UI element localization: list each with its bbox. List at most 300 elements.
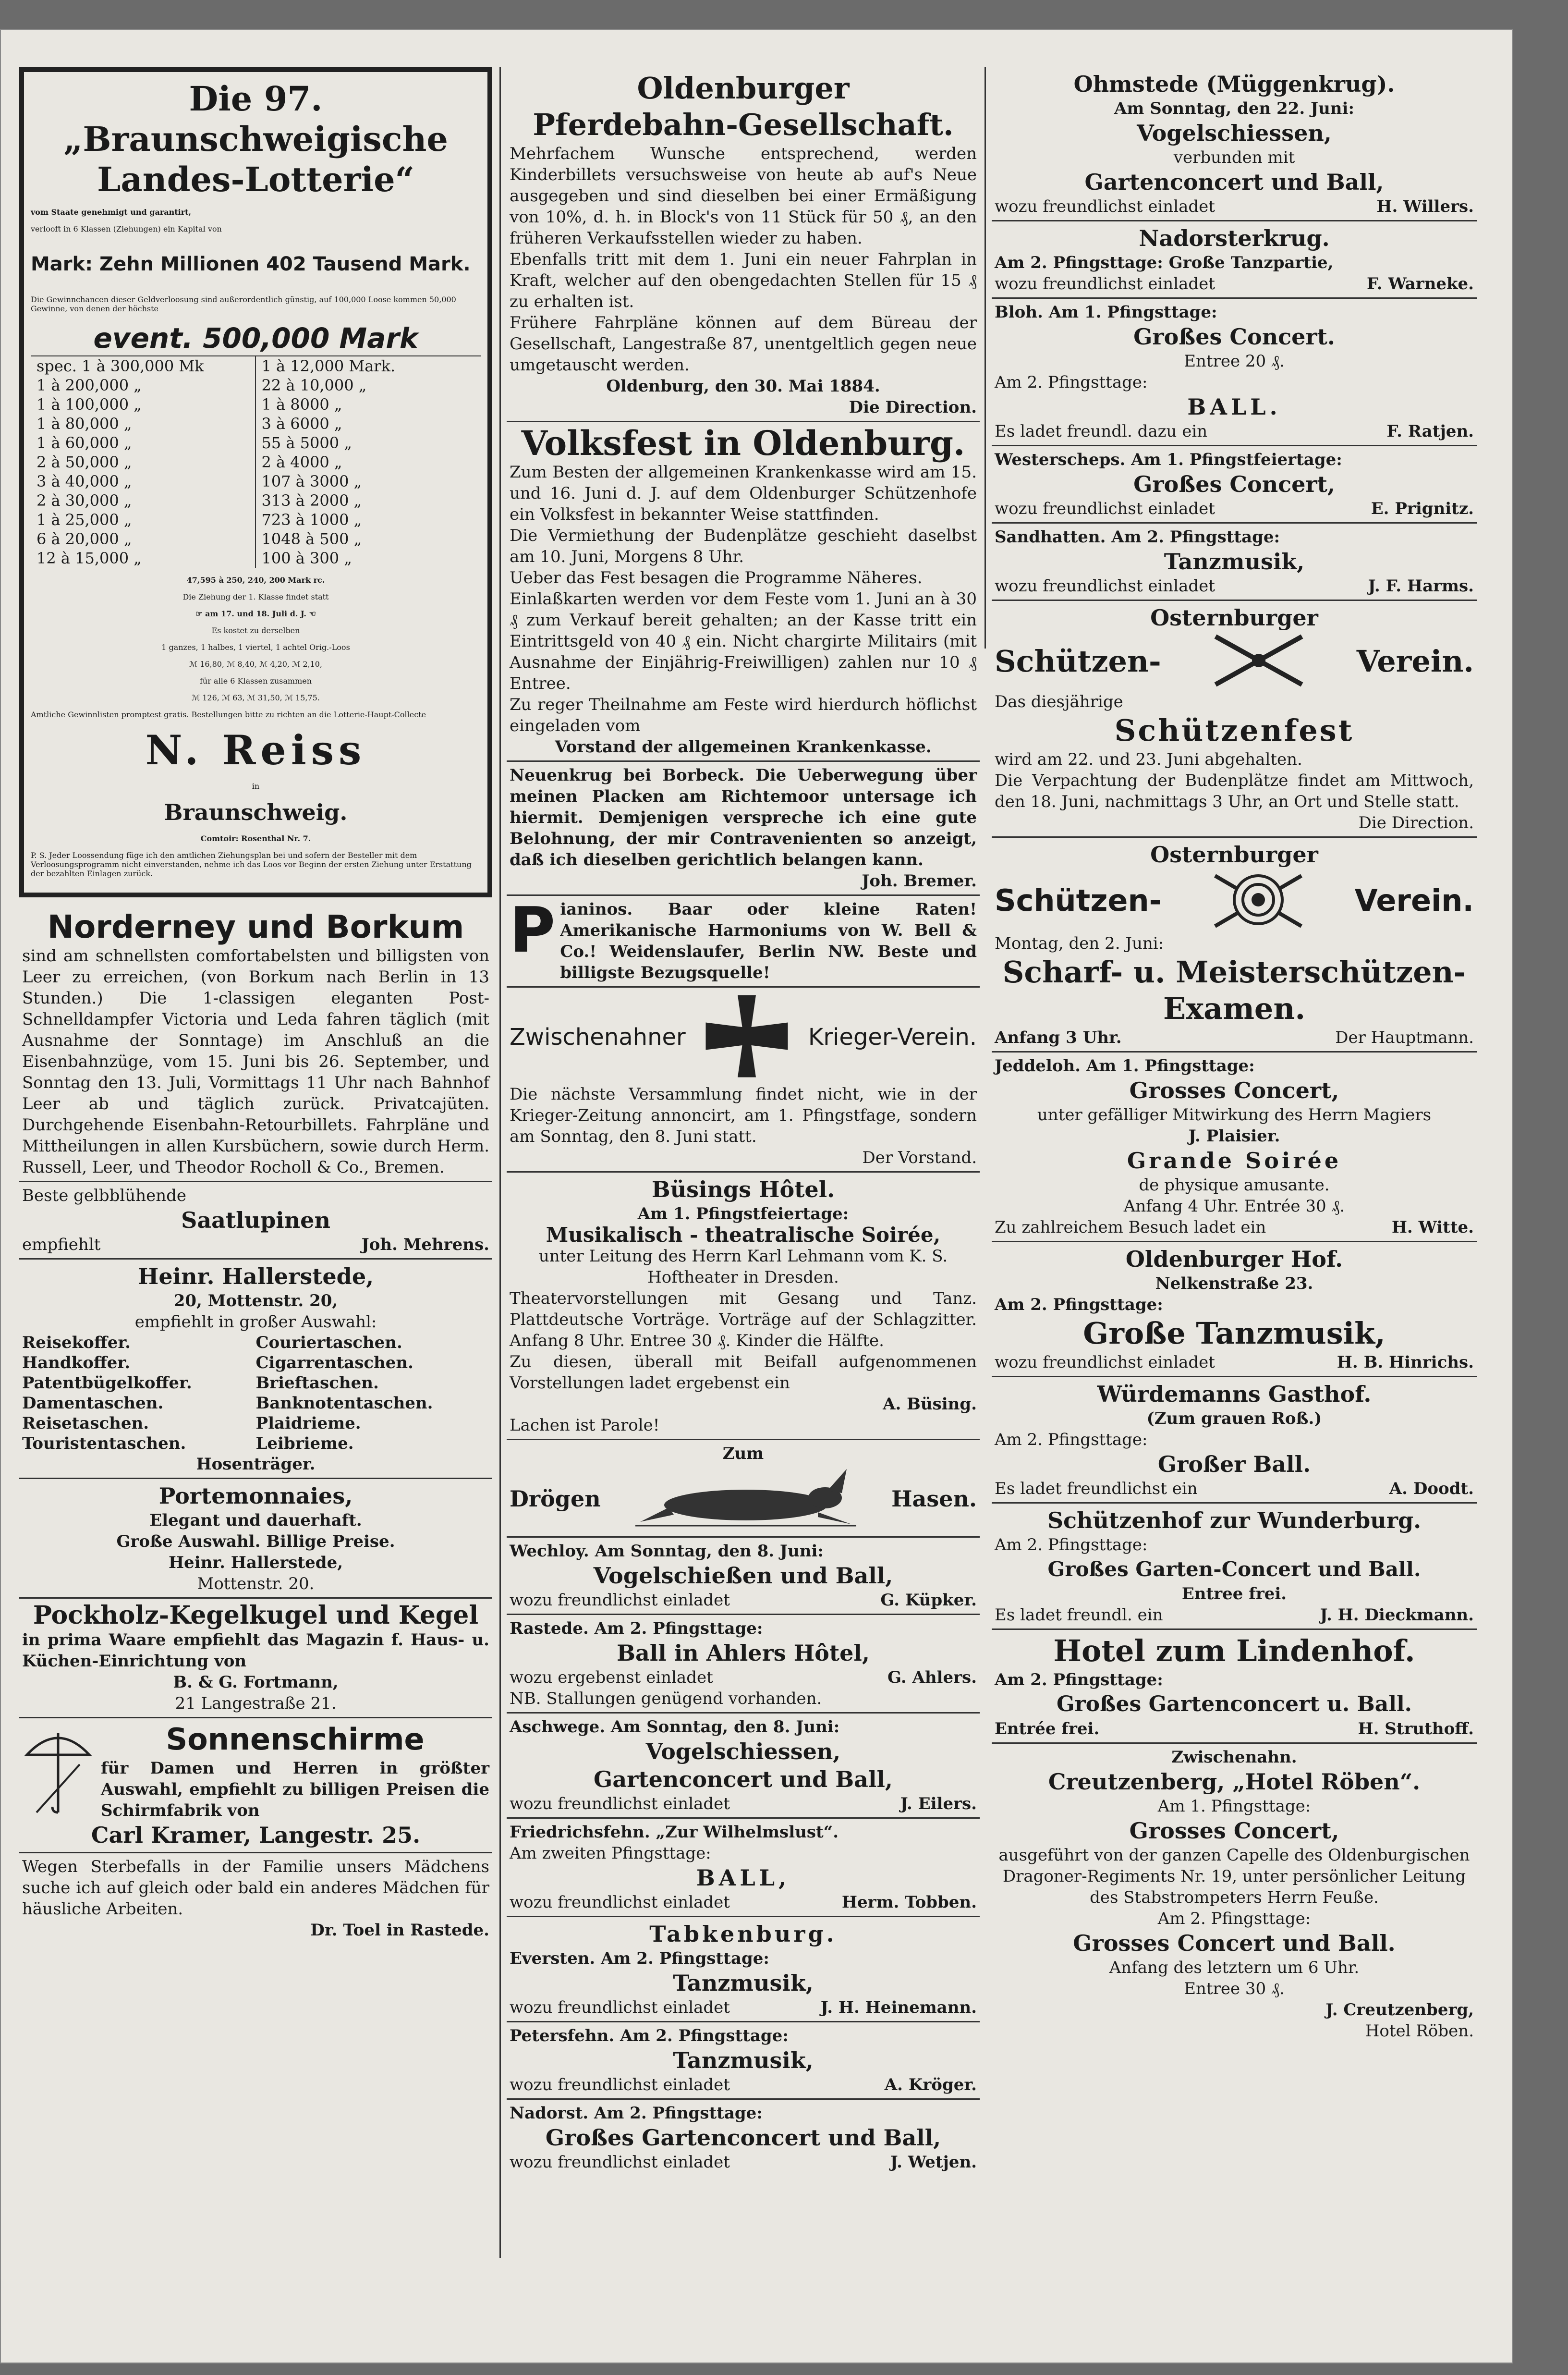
ad-text: Die nächste Versammlung findet nicht, wie in der Krieger-Zeitung annoncirt, am 1. Pfingstfage, sondern am Sonntag, den 8. Juni statt.	[510, 1085, 977, 1146]
prize-column-left	[31, 356, 256, 568]
list-item: Couriertaschen.	[255, 1333, 402, 1352]
ad-signature: J. Wetjen.	[890, 2153, 977, 2172]
ad-signature: Joh. Bremer.	[862, 871, 977, 891]
prize-row: 1 à 60,000 „	[36, 434, 132, 452]
ad-text: Comtoir: Rosenthal Nr. 7.	[200, 834, 311, 843]
ad-text: Eversten. Am 2. Pfingsttage:	[510, 1949, 769, 1968]
ad-title: BALL,	[696, 1865, 790, 1891]
ad-title: Zwischenahner	[510, 1024, 686, 1051]
ad-title: Heinr. Hallerstede,	[137, 1263, 374, 1289]
ad-signature: J. Eilers.	[900, 1794, 977, 1813]
ad-signature: F. Warneke.	[1367, 274, 1474, 294]
ad-signature: H. Struthoff.	[1358, 1719, 1474, 1738]
ad-title: Scharf- u. Meisterschützen-Examen.	[1002, 955, 1466, 1026]
ad-text: wozu freundlichst einladet	[510, 1794, 730, 1813]
ad-text: wozu freundlichst einladet	[995, 1353, 1215, 1372]
prize-row: 1 à 200,000 „	[36, 376, 142, 394]
ad-signature: Hotel Röben.	[1365, 2021, 1474, 2041]
ad-title: Hotel zum Lindenhof.	[1053, 1633, 1415, 1668]
norderney-ad	[19, 906, 492, 1182]
ad-signature-row	[995, 1604, 1474, 1626]
ad-text: wozu freundlichst einladet	[510, 1998, 730, 2017]
lupinen-ad	[19, 1182, 492, 1260]
ad-signature-row	[995, 1718, 1474, 1739]
wechloy-ad	[507, 1538, 980, 1615]
ad-text: Zum	[722, 1444, 764, 1463]
portemonnaies-ad	[19, 1479, 492, 1599]
ad-signature: J. H. Heinemann.	[820, 1998, 977, 2017]
lindenhof-ad	[992, 1630, 1477, 1744]
aschwege-ad	[507, 1714, 980, 1819]
ad-signature-row	[510, 2152, 977, 2173]
ad-text: für alle 6 Klassen zusammen	[199, 676, 312, 686]
ad-text: 1 ganzes, 1 halbes, 1 viertel, 1 achtel Orig.-Loos	[161, 643, 350, 652]
ad-title: Tanzmusik,	[673, 1970, 814, 1996]
ad-signature-row	[510, 1667, 977, 1688]
ad-text: Zu diesen, überall mit Beifall aufgenommenen Vorstellungen ladet ergebenst ein	[510, 1352, 977, 1393]
ad-title: Saatlupinen	[181, 1207, 330, 1233]
nadorsterkrug-ad	[992, 221, 1477, 299]
ad-signature-row	[995, 1027, 1474, 1048]
ad-signature-row	[995, 1217, 1474, 1238]
ohmstede-ad	[992, 67, 1477, 221]
ad-text: unter Leitung des Herrn Karl Lehmann vom K. S. Hoftheater in Dresden.	[538, 1247, 948, 1287]
ad-text: P. S. Jeder Loossendung füge ich den amtlichen Ziehungsplan bei und sofern der Besteller mit dem Verloosungsprogramm nicht einverstanden, nehme ich das Loos vor Beginn der ersten Ziehung unter Erstattung der bezahlten Einlagen zurück.	[31, 851, 472, 878]
hotel-roeben-ad	[992, 1744, 1477, 2044]
iron-cross-icon	[701, 991, 792, 1084]
pianinos-ad	[507, 896, 980, 988]
ad-text: Entrée frei.	[995, 1719, 1100, 1738]
ad-text: NB. Stallungen genügend vorhanden.	[510, 1689, 822, 1708]
ad-title: Pockholz-Kegelkugel und Kegel	[33, 1601, 479, 1630]
ad-signature-row	[510, 1590, 977, 1611]
ad-text: J. Plaisier.	[1188, 1126, 1280, 1146]
ad-title: Großes Concert,	[1133, 471, 1335, 497]
prize-row: 723 à 1000 „	[261, 511, 362, 529]
volksfest-ad	[507, 422, 980, 762]
ad-title: Hasen.	[891, 1486, 977, 1512]
ad-text: Entree frei.	[1181, 1584, 1287, 1604]
ad-title: Große Tanzmusik,	[1083, 1316, 1386, 1351]
list-item: Hosenträger.	[196, 1455, 316, 1474]
ad-text: Wegen Sterbefalls in der Familie unsers Mädchens suche ich auf gleich oder bald ein anderes Mädchen für häusliche Arbeiten.	[22, 1857, 489, 1919]
draw-date-line	[31, 609, 481, 618]
ad-text: wozu freundlichst einladet	[995, 499, 1215, 518]
ad-text: verbunden mit	[1173, 148, 1295, 167]
ad-text: Am zweiten Pfingsttage:	[510, 1844, 711, 1863]
prize-column-right	[256, 356, 481, 568]
ad-title: Tanzmusik,	[1164, 549, 1305, 575]
ad-title: Sonnenschirme	[166, 1722, 425, 1757]
sonnenschirme-ad	[19, 1718, 492, 1853]
ad-signature: Die Direction.	[849, 398, 977, 417]
prize-row: 1 à 8000 „	[261, 395, 342, 414]
ad-text: ausgeführt von der ganzen Capelle des Oldenburgischen Dragoner-Regiments Nr. 19, unter persönlicher Leitung des Stabstrompeters Herrn Feuße.	[998, 1846, 1470, 1907]
ad-text: Nelkenstraße 23.	[1155, 1274, 1313, 1293]
ad-text: Die Vermiethung der Budenplätze geschieht daselbst am 10. Juni, Morgens 8 Uhr.	[510, 526, 977, 566]
ad-text: Es ladet freundl. ein	[995, 1605, 1163, 1625]
ad-text: Anfang 3 Uhr.	[995, 1028, 1122, 1047]
list-item: Handkoffer.	[22, 1353, 131, 1372]
ad-text: Die Gewinnchancen dieser Geldverloosung sind außerordentlich günstig, auf 100,000 Loose kommen 50,000 Gewinne, von denen der höchste	[31, 295, 456, 313]
krieger-verein-ad	[507, 988, 980, 1173]
ad-text: Am 1. Pfingstfeiertage:	[637, 1204, 849, 1224]
ad-text: Es ladet freundl. dazu ein	[995, 422, 1208, 441]
ad-signature-row	[22, 1234, 489, 1255]
prize-row: 2 à 50,000 „	[36, 453, 132, 471]
ad-title: Büsings Hôtel.	[651, 1176, 835, 1202]
prize-row: 6 à 20,000 „	[36, 530, 132, 548]
ad-text: Wechloy. Am Sonntag, den 8. Juni:	[510, 1542, 824, 1561]
ad-title: Oldenburger	[637, 71, 850, 106]
ad-signature: J. F. Harms.	[1368, 576, 1474, 596]
ad-title: Schützenfest	[1114, 713, 1354, 748]
ad-signature: Der Vorstand.	[862, 1148, 977, 1167]
ad-text: Zwischenahn.	[1171, 1748, 1297, 1767]
ad-title: Tanzmusik,	[673, 2047, 814, 2073]
ad-text: Elegant und dauerhaft.	[149, 1511, 362, 1530]
ad-title: Pferdebahn-Gesellschaft.	[533, 107, 954, 142]
ad-title: Krieger-Verein.	[808, 1024, 977, 1051]
list-item: Banknotentaschen.	[255, 1394, 433, 1413]
ad-signature: Joh. Mehrens.	[361, 1235, 489, 1254]
ad-text: Mehrfachem Wunsche entsprechend, werden Kinderbillets versuchsweise von heute ab auf's Neue ausgegeben und sind dieselben bei einer Ermäßigung von 10%, d. h. in Block's von 11 Stück für 50 ₰, an den früheren Verkaufsstellen wieder zu haben.	[510, 144, 977, 248]
umbrella-icon	[22, 1721, 94, 1821]
ad-heading	[995, 632, 1474, 691]
ad-title: Großes Gartenconcert u. Ball.	[1056, 1692, 1412, 1716]
ad-text: Anfang 4 Uhr. Entrée 30 ₰.	[1123, 1197, 1345, 1216]
list-item: Plaidrieme.	[255, 1414, 361, 1433]
drop-initial: P	[510, 894, 556, 967]
ad-signature: Herm. Tobben.	[841, 1893, 977, 1912]
ad-title: Osternburger	[1150, 842, 1318, 868]
ad-title: Vogelschiessen,	[1137, 120, 1332, 146]
ad-title: Gartenconcert und Ball,	[594, 1766, 893, 1792]
prize-row: 3 à 6000 „	[261, 415, 342, 433]
ad-text: Entree 20 ₰.	[1184, 352, 1285, 371]
ad-signature: H. B. Hinrichs.	[1337, 1353, 1474, 1372]
prize-row: 2 à 4000 „	[261, 453, 342, 471]
ad-text: Am 2. Pfingsttage:	[995, 1295, 1163, 1314]
ad-text: Bloh. Am 1. Pfingsttage:	[995, 303, 1217, 322]
prize-row: 1 à 80,000 „	[36, 415, 132, 433]
ad-text: wozu freundlichst einladet	[995, 197, 1215, 216]
ad-title: Nadorsterkrug.	[1139, 225, 1330, 251]
ad-text: wozu freundlichst einladet	[510, 1591, 730, 1610]
tabkenburg-ad	[507, 1917, 980, 2022]
column-1	[19, 67, 492, 1944]
pferdebahn-ad	[507, 67, 980, 422]
ad-text: Amtliche Gewinnlisten promptest gratis. Bestellungen bitte zu richten an die Lotterie-Haupt-Collecte	[31, 710, 426, 719]
lottery-ad	[19, 67, 492, 897]
ad-title: Die 97. „Braunschweigische Landes-Lotterie“	[63, 79, 448, 199]
ad-text: Entree 30 ₰.	[1184, 1979, 1285, 1998]
prize-row: 1 à 25,000 „	[36, 511, 132, 529]
ad-text: Am 2. Pfingsttage: Große Tanzpartie,	[995, 253, 1334, 272]
crossed-rifles-icon	[1211, 632, 1307, 691]
ad-text: für Damen und Herren in größter Auswahl, empfiehlt zu billigen Preisen die Schirmfabrik von	[101, 1759, 489, 1820]
wunderburg-ad	[992, 1504, 1477, 1630]
ad-signature: Dr. Toel in Rastede.	[310, 1921, 489, 1940]
ad-text: sind am schnellsten comfortabelsten und billigsten von Leer zu erreichen, (von Borkum nach Berlin in 13 Stunden.) Die 1-classigen eleganten Post-Schnelldampfer Victoria und Leda fahren täglich (mit Ausnahme der Sonntage) im Anschluß an die Eisenbahnzüge, vom 15. Juni bis 26. September, und Sonntag den 13. Juli, Vormittags 11 Uhr nach Bahnhof Leer ab und täglich zurück. Privatcajüten. Durchgehende Eisenbahn-Retourbillets. Fahrpläne und Mittheilungen in allen Kursbüchern, sowie durch Herm. Russell, Leer, und Theodor Rocholl & Co., Bremen.	[22, 946, 489, 1177]
ad-text: in prima Waare empfiehlt das Magazin f. Haus- u. Küchen-Einrichtung von	[22, 1630, 489, 1671]
ad-highlight: event. 500,000 Mark	[93, 322, 418, 355]
target-icon	[1210, 869, 1306, 933]
ad-signature: H. Willers.	[1376, 197, 1474, 216]
ad-text: wozu freundlichst einladet	[995, 576, 1215, 596]
ad-title: Ohmstede (Müggenkrug).	[1073, 71, 1395, 97]
ad-title: Creutzenberg, „Hotel Röben“.	[1048, 1769, 1421, 1795]
prize-row: 2 à 30,000 „	[36, 491, 132, 510]
ad-signature: H. Witte.	[1391, 1218, 1474, 1237]
ad-text: unter gefälliger Mitwirkung des Herrn Magiers	[1037, 1105, 1432, 1125]
ad-title: Oldenburger Hof.	[1125, 1246, 1343, 1272]
ad-title: Drögen	[510, 1486, 601, 1512]
ad-text: Die Verpachtung der Budenplätze findet am Mittwoch, den 18. Juni, nachmittags 3 Uhr, an Ort und Stelle statt.	[995, 771, 1474, 811]
ad-text: Das diesjährige	[995, 692, 1123, 711]
ad-heading	[510, 1464, 977, 1533]
ad-title: Verein.	[1354, 883, 1474, 918]
ad-signature-row	[510, 1793, 977, 1814]
ad-title: Großes Gartenconcert und Ball,	[545, 2125, 941, 2151]
ad-text: Beste gelbblühende	[22, 1186, 187, 1205]
ad-text: ℳ 126, ℳ 63, ℳ 31,50, ℳ 15,75.	[192, 693, 320, 702]
ad-title: Schützenhof zur Wunderburg.	[1047, 1507, 1422, 1533]
ad-text: (Zum grauen Roß.)	[1146, 1409, 1322, 1428]
wuerdemann-ad	[992, 1377, 1477, 1504]
prize-row: spec. 1 à 300,000 Mk	[36, 357, 204, 375]
ad-text: B. & G. Fortmann,	[173, 1673, 339, 1692]
jeddeloh-ad	[992, 1053, 1477, 1242]
ad-text: Rastede. Am 2. Pfingsttage:	[510, 1619, 763, 1638]
ad-signature-row	[995, 498, 1474, 519]
ad-text: Ebenfalls tritt mit dem 1. Juni ein neuer Fahrplan in Kraft, welcher auf den obengedachten Stellen für 15 ₰ zu erhalten ist.	[510, 250, 977, 311]
list-item: Reisekoffer.	[22, 1333, 131, 1352]
ad-text: wozu freundlichst einladet	[510, 1893, 730, 1912]
ad-signature-row	[510, 1997, 977, 2018]
ad-text: de physique amusante.	[1139, 1175, 1330, 1195]
ad-text: Zu reger Theilnahme am Feste wird hierdurch höflichst eingeladen vom	[510, 695, 977, 735]
ad-text: Sandhatten. Am 2. Pfingsttage:	[995, 527, 1280, 547]
ad-text: Lachen ist Parole!	[510, 1416, 660, 1435]
wilhelmslust-ad	[507, 1819, 980, 1917]
ad-content	[101, 1721, 489, 1821]
ad-text: Große Auswahl. Billige Preise.	[116, 1532, 395, 1551]
buesing-ad	[507, 1173, 980, 1440]
ad-title: Schützen-	[995, 644, 1161, 679]
ad-title: Grande Soirée	[1127, 1148, 1342, 1174]
ad-text: Westerscheps. Am 1. Pfingstfeiertage:	[995, 450, 1342, 469]
column-rule	[499, 67, 501, 2258]
ad-city: Braunschweig.	[164, 799, 348, 825]
ad-text: verlooft in 6 Klassen (Ziehungen) ein Kapital von	[31, 224, 222, 233]
ad-title: Würdemanns Gasthof.	[1097, 1381, 1372, 1407]
prize-row: 3 à 40,000 „	[36, 472, 132, 490]
ad-text: empfiehlt in großer Auswahl:	[134, 1312, 377, 1332]
ad-text: 47,595 à 250, 240, 200 Mark rc.	[186, 575, 325, 585]
ad-text: Am 2. Pfingsttage:	[1157, 1909, 1311, 1928]
goods-list	[22, 1333, 489, 1454]
ad-text: 20, Mottenstr. 20,	[173, 1291, 338, 1310]
pointing-hand-icon: ☜	[306, 609, 316, 618]
ad-text: Jeddeloh. Am 1. Pfingsttage:	[995, 1056, 1255, 1076]
goods-column	[256, 1333, 490, 1454]
ad-text: 21 Langestraße 21.	[175, 1694, 337, 1713]
ad-title: Grosses Concert und Ball.	[1073, 1930, 1396, 1956]
ad-body	[510, 894, 977, 983]
hallerstede-ad	[19, 1260, 492, 1479]
toel-notice	[19, 1853, 492, 1944]
ad-text: Theatervorstellungen mit Gesang und Tanz. Plattdeutsche Vorträge. Vorträge auf der Schlagzitter. Anfang 8 Uhr. Entree 30 ₰. Kinder die Hälfte.	[510, 1289, 977, 1350]
ad-title: Vogelschiessen,	[645, 1738, 841, 1764]
ad-text: ianinos. Baar oder kleine Raten! Amerikanische Harmoniums von W. Bell & Co.! Weidenslaufer, Berlin NW. Beste und billigste Bezugsquelle!	[560, 900, 977, 982]
ad-signature-row	[995, 575, 1474, 597]
list-item: Brieftaschen.	[255, 1373, 379, 1393]
newspaper-page	[0, 29, 1513, 2363]
ad-signature: G. Ahlers.	[887, 1668, 977, 1687]
ad-title: Vogelschießen und Ball,	[593, 1563, 893, 1589]
ad-text: Musikalisch - theatralische Soirée,	[546, 1223, 941, 1247]
ad-title: Gartenconcert und Ball,	[1084, 169, 1384, 195]
ad-signature: Vorstand der allgemeinen Krankenkasse.	[555, 737, 932, 757]
ad-text: Friedrichsfehn. „Zur Wilhelmslust“.	[510, 1823, 839, 1842]
hare-icon	[635, 1464, 856, 1533]
ad-text: wozu freundlichst einladet	[510, 2153, 730, 2172]
list-item: Touristentaschen.	[22, 1434, 186, 1453]
ad-signature-row	[995, 196, 1474, 217]
advertiser-name: N. Reiss	[145, 726, 366, 774]
ad-signature: J. H. Dieckmann.	[1320, 1605, 1474, 1625]
prize-row: 100 à 300 „	[261, 549, 352, 567]
ad-text: wird am 22. und 23. Juni abgehalten.	[995, 750, 1302, 769]
westerscheps-ad	[992, 446, 1477, 524]
ad-text: Am 2. Pfingsttage:	[995, 373, 1148, 392]
ad-text: wozu freundlichst einladet	[995, 274, 1215, 294]
prize-row: 1048 à 500 „	[261, 530, 362, 548]
ad-title: Norderney und Borkum	[47, 908, 464, 945]
ad-text: wozu ergebenst einladet	[510, 1668, 713, 1687]
list-item: Damentaschen.	[22, 1394, 164, 1413]
ad-text: in	[252, 782, 260, 791]
ad-text: Es kostet zu derselben	[211, 626, 300, 635]
prize-row: 313 à 2000 „	[261, 491, 362, 510]
advertiser-name: Carl Kramer, Langestr. 25.	[91, 1822, 421, 1848]
schuetzenverein-ad-1	[992, 601, 1477, 838]
ad-text: Am 2. Pfingsttage:	[995, 1430, 1148, 1449]
prize-row: 1 à 12,000 Mark.	[261, 357, 396, 375]
ad-heading	[995, 869, 1474, 933]
list-item: Reisetaschen.	[22, 1414, 149, 1433]
ad-text: Neuenkrug bei Borbeck. Die Ueberwegung über meinen Placken am Richtemoor untersage ich hiermit. Demjenigen verspreche ich eine gute Belohnung, der mir Contravenienten so anzeigt, daß ich dieselben gerichtlich belangen kann.	[510, 766, 977, 869]
nadorst-ad	[507, 2100, 980, 2176]
ad-text: wozu freundlichst einladet	[510, 2075, 730, 2094]
ad-signature: A. Kröger.	[884, 2075, 977, 2094]
prize-row: 22 à 10,000 „	[261, 376, 367, 394]
ad-text: Mottenstr. 20.	[197, 1574, 315, 1593]
ad-signature: Die Direction.	[1358, 813, 1474, 832]
ad-signature-row	[995, 273, 1474, 294]
ad-text: Zu zahlreichem Besuch ladet ein	[995, 1218, 1266, 1237]
ad-text: Es ladet freundlichst ein	[995, 1479, 1198, 1498]
ad-title: Portemonnaies,	[158, 1483, 353, 1509]
ad-signature: G. Küpker.	[880, 1591, 977, 1610]
oldenburger-hof-ad	[992, 1242, 1477, 1377]
ad-signature-row	[995, 1478, 1474, 1499]
ad-text: Aschwege. Am Sonntag, den 8. Juni:	[510, 1717, 840, 1737]
ad-title: Osternburger	[1150, 605, 1318, 631]
ad-body	[22, 1721, 489, 1821]
prize-table	[31, 355, 481, 568]
ad-text: Ueber das Fest besagen die Programme Näheres.	[510, 568, 923, 588]
ad-title: Ball in Ahlers Hôtel,	[617, 1640, 870, 1666]
ad-text: Mark: Zehn Millionen 402 Tausend Mark.	[31, 253, 471, 275]
list-item: Cigarrentaschen.	[255, 1353, 413, 1372]
ad-title: Grosses Concert,	[1129, 1818, 1339, 1844]
ad-text: Frühere Fahrpläne können auf dem Büreau der Gesellschaft, Langestraße 87, unentgeltlich gegen neue umgetauscht werden.	[510, 313, 977, 375]
ad-signature: E. Prignitz.	[1371, 499, 1474, 518]
ad-signature: F. Ratjen.	[1386, 422, 1474, 441]
bremer-notice	[507, 762, 980, 896]
draw-date: am 17. und 18. Juli d. J.	[205, 609, 306, 618]
sandhatten-ad	[992, 524, 1477, 601]
column-3	[992, 67, 1477, 2044]
ad-text: Am Sonntag, den 22. Juni:	[1114, 99, 1354, 118]
goods-column	[22, 1333, 256, 1454]
column-rule	[985, 67, 986, 649]
schuetzenverein-ad-2	[992, 838, 1477, 1053]
bloh-ad	[992, 299, 1477, 446]
ad-signature: J. Creutzenberg,	[1325, 2000, 1474, 2020]
ad-signature-row	[995, 421, 1474, 442]
prize-row: 1 à 100,000 „	[36, 395, 142, 414]
pointing-hand-icon: ☞	[195, 609, 206, 618]
ad-title: BALL.	[1187, 394, 1281, 420]
ad-text: Am 2. Pfingsttage:	[995, 1670, 1163, 1689]
ad-text: Am 1. Pfingsttage:	[1157, 1797, 1311, 1816]
ad-text: ℳ 16,80, ℳ 8,40, ℳ 4,20, ℳ 2,10,	[189, 660, 323, 669]
ad-text: Die Ziehung der 1. Klasse findet statt	[182, 592, 329, 601]
droegen-hasen-ad	[507, 1440, 980, 1538]
ahlers-ad	[507, 1615, 980, 1714]
ad-title: Großes Garten-Concert und Ball.	[1047, 1557, 1421, 1581]
ad-signature: Der Hauptmann.	[1335, 1028, 1474, 1047]
ad-text: Anfang des letztern um 6 Uhr.	[1109, 1958, 1360, 1977]
ad-text: Heinr. Hallerstede,	[168, 1553, 343, 1572]
ad-date: Oldenburg, den 30. Mai 1884.	[606, 377, 880, 396]
list-item: Leibrieme.	[255, 1434, 354, 1453]
ad-title: Grosses Concert,	[1129, 1077, 1339, 1103]
ad-signature: A. Büsing.	[883, 1395, 977, 1414]
ad-signature: A. Doodt.	[1389, 1479, 1474, 1498]
ad-text: Petersfehn. Am 2. Pfingsttage:	[510, 2026, 789, 2045]
ad-title: Großer Ball.	[1157, 1451, 1311, 1477]
ad-text: Einlaßkarten werden vor dem Feste vom 1. Juni an à 30 ₰ zum Verkauf bereit gehalten; an der Kasse tritt ein Eintrittsgeld von 40 ₰ ein. Nicht chargirte Militairs (mit Ausnahme der Einjährig-Freiwilligen) zahlen nur 10 ₰ Entree.	[510, 589, 977, 693]
ad-text: Am 2. Pfingsttage:	[995, 1535, 1148, 1555]
ad-signature-row	[995, 1352, 1474, 1373]
pockholz-ad	[19, 1599, 492, 1718]
prize-row: 107 à 3000 „	[261, 472, 362, 490]
ad-title: Volksfest in Oldenburg.	[521, 423, 965, 463]
prize-row: 12 à 15,000 „	[36, 549, 142, 567]
ad-title: Schützen-	[995, 883, 1162, 918]
ad-title: Großes Concert.	[1133, 324, 1335, 350]
ad-text: Montag, den 2. Juni:	[995, 934, 1164, 953]
ad-text: vom Staate genehmigt und garantirt,	[31, 208, 192, 217]
column-2	[507, 67, 980, 2176]
ad-heading	[510, 991, 977, 1084]
petersfehn-ad	[507, 2022, 980, 2100]
prize-row: 55 à 5000 „	[261, 434, 352, 452]
